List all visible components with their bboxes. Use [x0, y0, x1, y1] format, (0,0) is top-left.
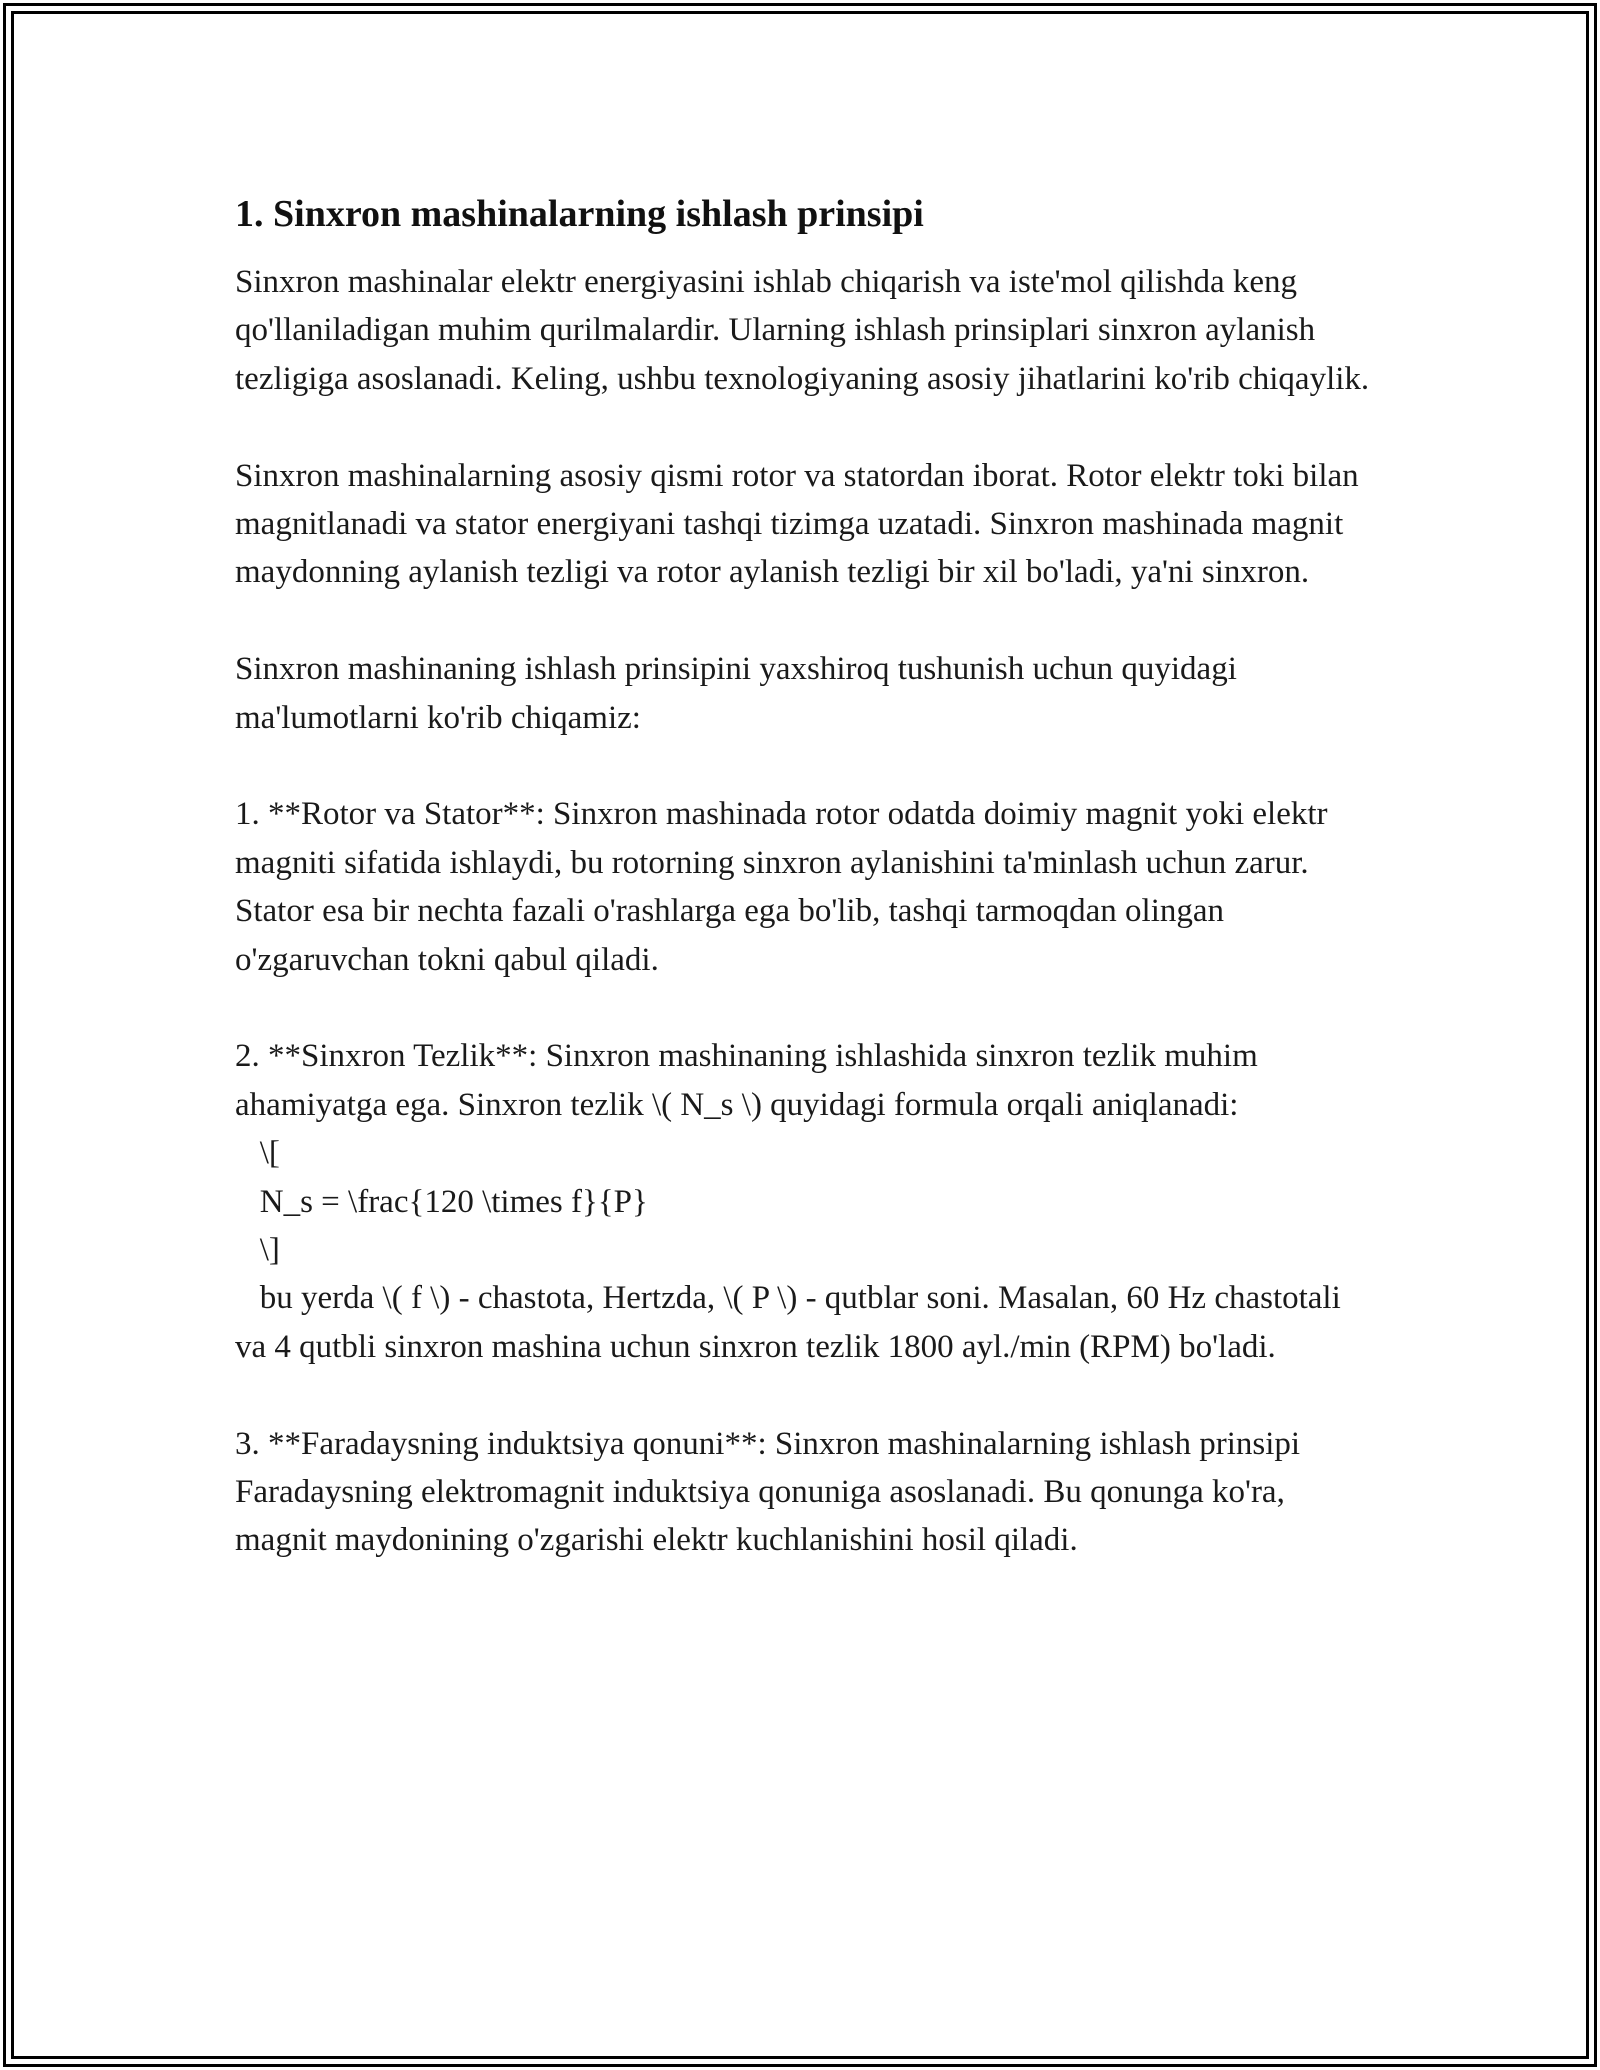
list-item-faraday-law: 3. **Faradaysning induktsiya qonuni**: Sinxron mashinalarning ishlash prinsipi Faradaysning elektromagnit induktsiya qonuniga asoslanadi. Bu qonunga ko'ra, magnit maydonining o'zgarishi elektr kuchlanishini hosil qiladi. [235, 1425, 1309, 1559]
paragraph-gap [235, 403, 1375, 451]
document-title: 1. Sinxron mashinalarning ishlash prinsipi [235, 193, 924, 235]
document-body [235, 186, 1375, 1565]
paragraph-lead-in: Sinxron mashinaning ishlash prinsipini yaxshiroq tushunish uchun quyidagi ma'lumotlarni ko'rib chiqamiz: [235, 651, 1246, 736]
paragraph-gap [235, 1371, 1375, 1419]
paragraph-structure: Sinxron mashinalarning asosiy qismi rotor va statordan iborat. Rotor elektr toki bilan magnitlanadi va stator energiyani tashqi tizimga uzatadi. Sinxron mashinada magnit maydonning aylanish tezligi va rotor aylanish tezligi bir xil bo'ladi, ya'ni sinxron. [235, 457, 1367, 591]
list-item-rotor-stator: 1. **Rotor va Stator**: Sinxron mashinada rotor odatda doimiy magnit yoki elektr magniti sifatida ishlaydi, bu rotorning sinxron aylanishini ta'minlash uchun zarur. Stator esa bir nechta fazali o'rashlarga ega bo'lib, tashqi tarmoqdan olingan o'zgaruvchan tokni qabul qiladi. [235, 796, 1336, 978]
paragraph-gap [235, 597, 1375, 645]
paragraph-gap [235, 742, 1375, 790]
paragraph-intro: Sinxron mashinalar elektr energiyasini ishlab chiqarish va iste'mol qilishda keng qo'llaniladigan muhim qurilmalardir. Ularning ishlash prinsiplari sinxron aylanish tezligiga asoslanadi. Keling, ushbu texnologiyaning asosiy jihatlarini ko'rib chiqaylik. [235, 264, 1370, 397]
list-item-synchronous-speed: 2. **Sinxron Tezlik**: Sinxron mashinaning ishlashida sinxron tezlik muhim ahamiyatga ega. Sinxron tezlik \( N_s \) quyidagi formula orqali aniqlanadi: \[ N_s = \frac{120 \times f}{P} \] bu yerda \( f \) - chastota, Hertzda, \( P \) - qutblar soni. Masalan, 60 Hz chastotali va 4 qutbli sinxron mashina uchun sinxron tezlik 1800 ayl./min (RPM) bo'ladi. [235, 1038, 1341, 1365]
paragraph-gap [235, 984, 1375, 1032]
